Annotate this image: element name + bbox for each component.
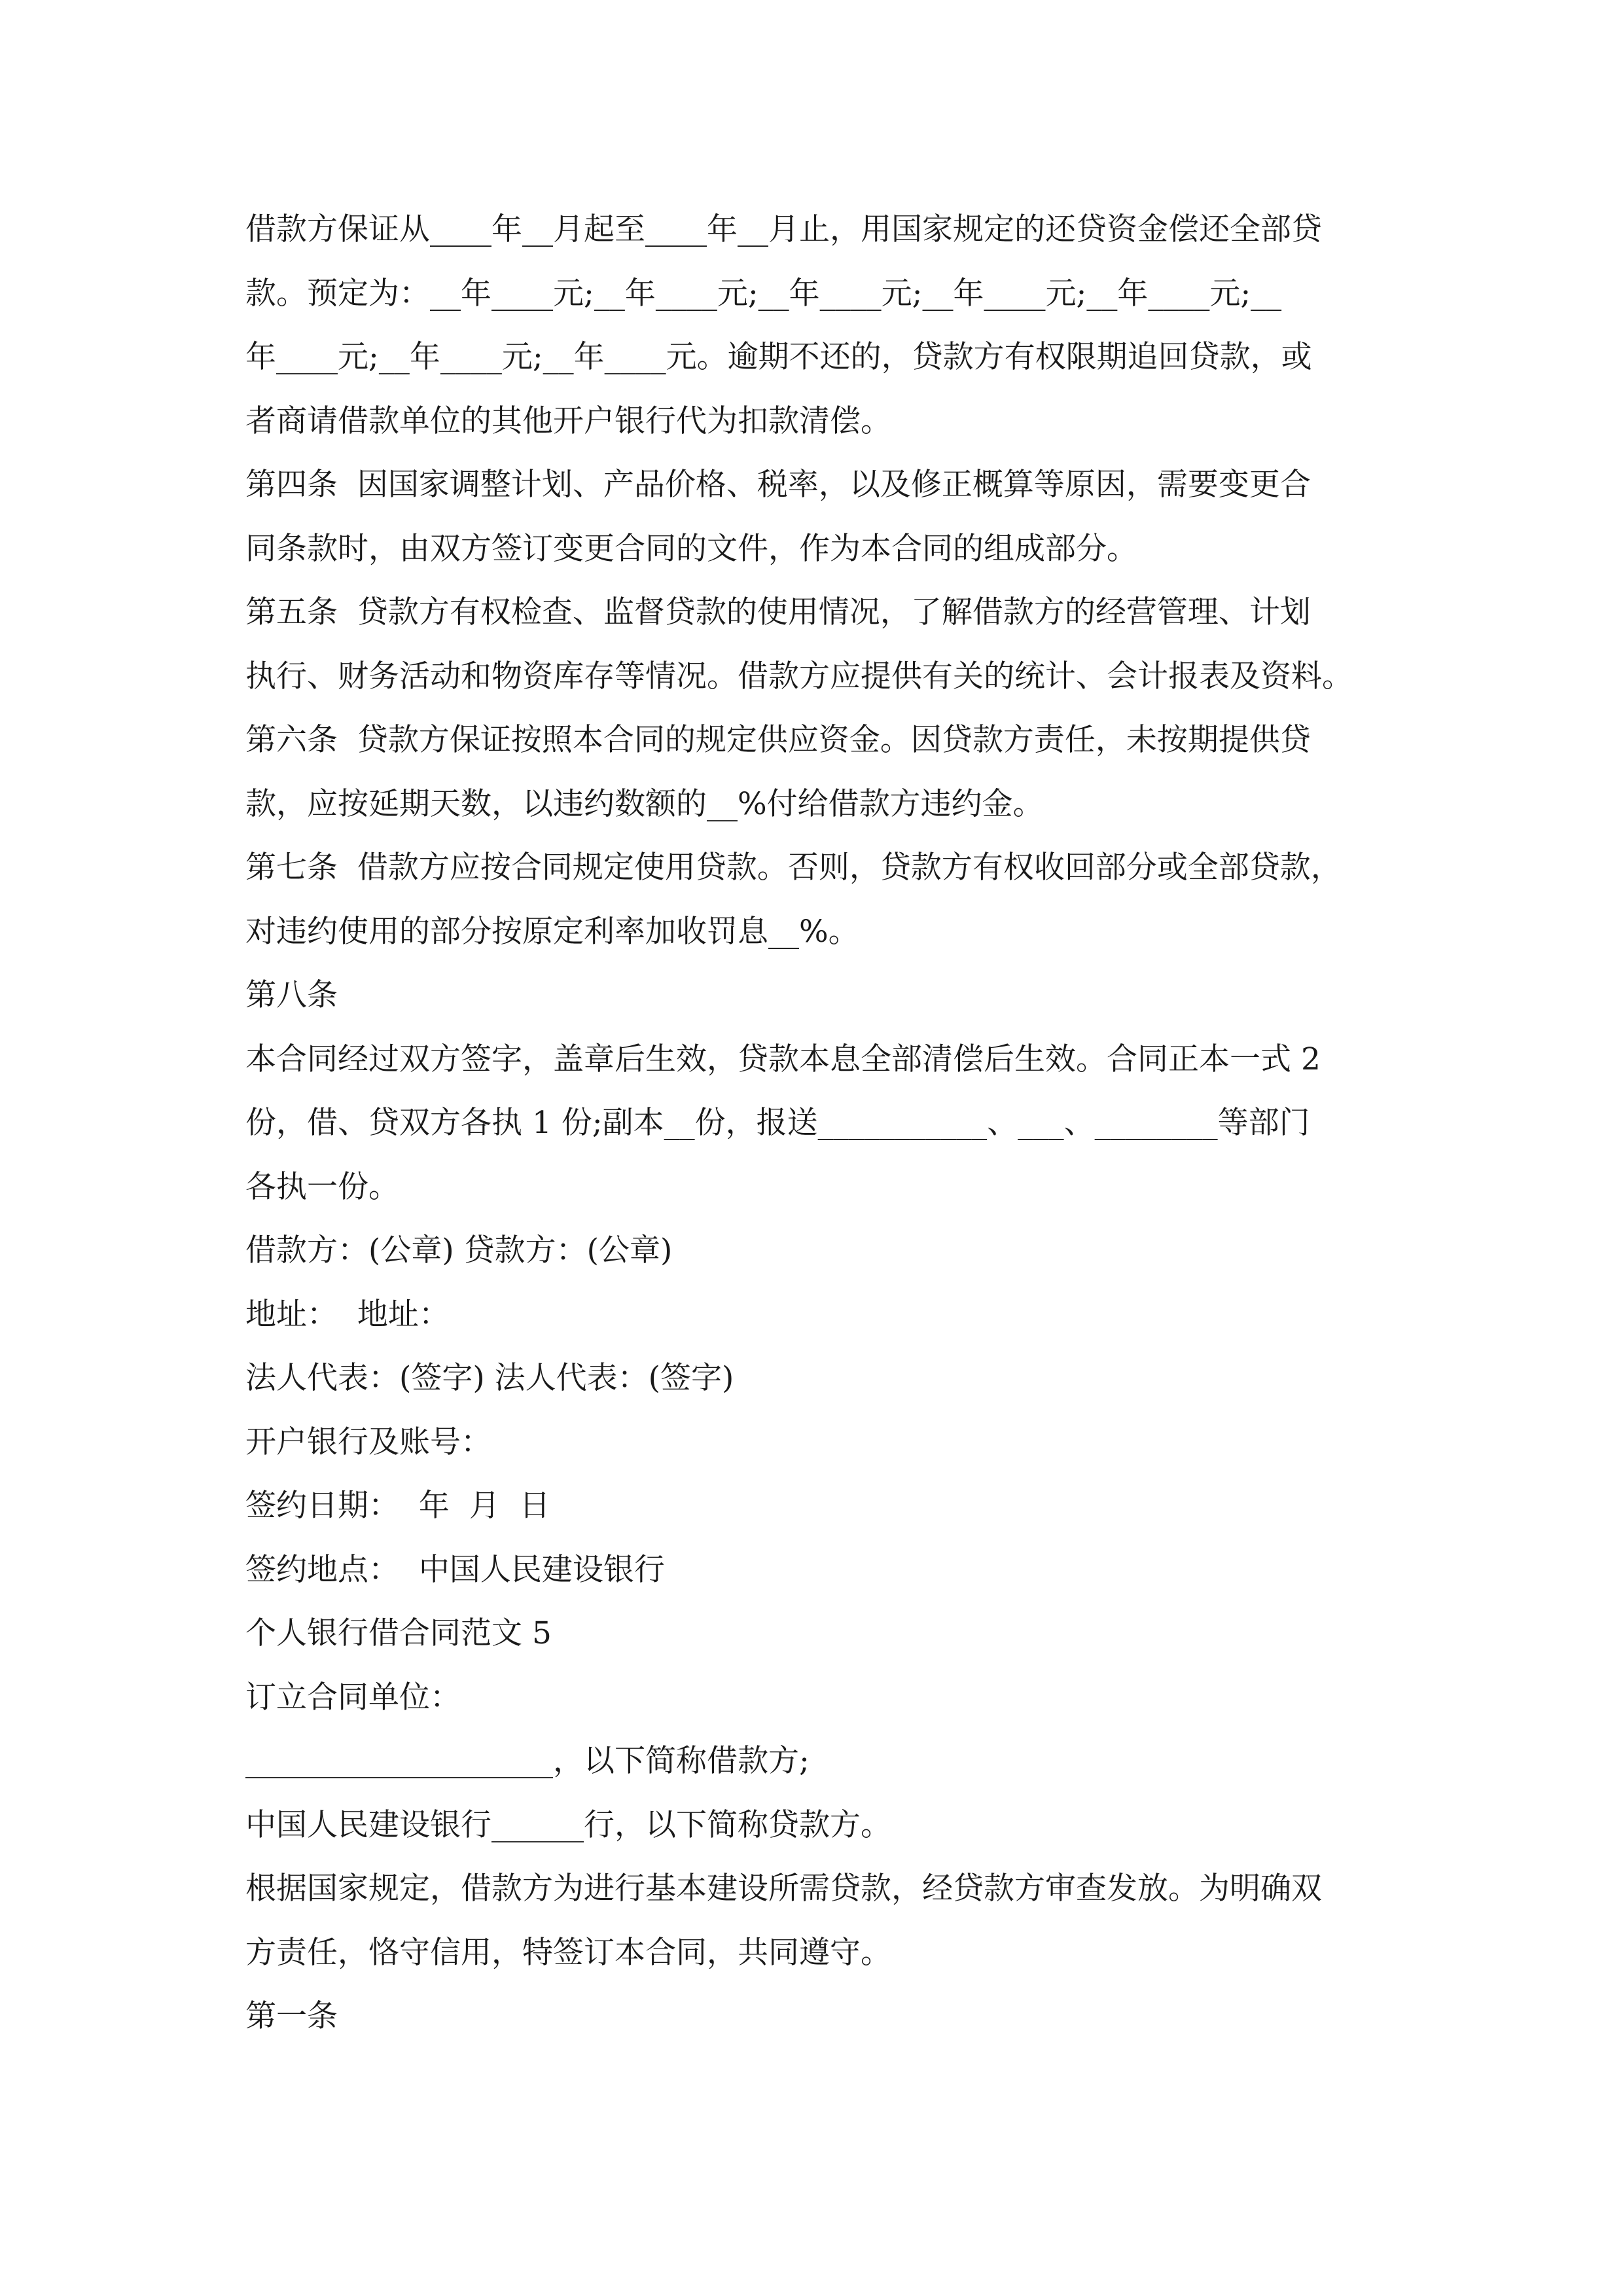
text-line: 者商请借款单位的其他开户银行代为扣款清偿。 [245, 403, 891, 439]
text-line: 订立合同单位： [245, 1679, 461, 1715]
text-line: 借款方保证从____年__月起至____年__月止，用国家规定的还贷资金偿还全部贷 [245, 211, 1322, 247]
borrower-line: ____________________，以下简称借款方; [245, 1743, 810, 1779]
text-line: 本合同经过双方签字，盖章后生效，贷款本息全部清偿后生效。合同正本一式 2 [245, 1041, 1321, 1077]
address-line: 地址： 地址： [245, 1296, 450, 1333]
text-line: 份，借、贷双方各执 1 份;副本__份，报送___________、___、________等部门 [245, 1105, 1310, 1141]
lender-line: 中国人民建设银行______行，以下简称贷款方。 [245, 1806, 891, 1843]
text-line: 方责任，恪守信用，特签订本合同，共同遵守。 [245, 1934, 891, 1971]
text-line: 各执一份。 [245, 1168, 399, 1205]
signature-party-line: 借款方：(公章) 贷款方：(公章) [245, 1232, 673, 1268]
article-8-heading: 第八条 [245, 977, 338, 1013]
text-line: 款，应按延期天数，以违约数额的__%付给借款方违约金。 [245, 785, 1044, 822]
text-line: 执行、财务活动和物资库存等情况。借款方应提供有关的统计、会计报表及资料。 [245, 658, 1353, 694]
article-1-heading: 第一条 [245, 1998, 338, 2034]
text-line: 根据国家规定，借款方为进行基本建设所需贷款，经贷款方审查发放。为明确双 [245, 1871, 1322, 1907]
article-5-line: 第五条 贷款方有权检查、监督贷款的使用情况，了解借款方的经营管理、计划 [245, 594, 1311, 630]
bank-account-line: 开户银行及账号： [245, 1424, 491, 1460]
article-4-line: 第四条 因国家调整计划、产品价格、税率，以及修正概算等原因，需要变更合 [245, 467, 1311, 503]
text-line: 款。预定为：__年____元;__年____元;__年____元;__年____元;__年____元;__ [245, 275, 1282, 312]
article-7-line: 第七条 借款方应按合同规定使用贷款。否则，贷款方有权收回部分或全部贷款， [245, 850, 1342, 886]
text-line: 对违约使用的部分按原定利率加收罚息__%。 [245, 913, 859, 950]
signing-place-line: 签约地点： 中国人民建设银行 [245, 1551, 665, 1588]
legal-representative-line: 法人代表：(签字) 法人代表：(签字) [245, 1360, 734, 1396]
section-title: 个人银行借合同范文 5 [245, 1615, 552, 1651]
text-line: 同条款时，由双方签订变更合同的文件，作为本合同的组成部分。 [245, 530, 1137, 567]
article-6-line: 第六条 贷款方保证按照本合同的规定供应资金。因贷款方责任，未按期提供贷 [245, 722, 1311, 758]
signing-date-line: 签约日期： 年 月 日 [245, 1488, 550, 1524]
text-line: 年____元;__年____元;__年____元。逾期不还的，贷款方有权限期追回贷款，或 [245, 339, 1312, 375]
document-body [245, 198, 1397, 2049]
